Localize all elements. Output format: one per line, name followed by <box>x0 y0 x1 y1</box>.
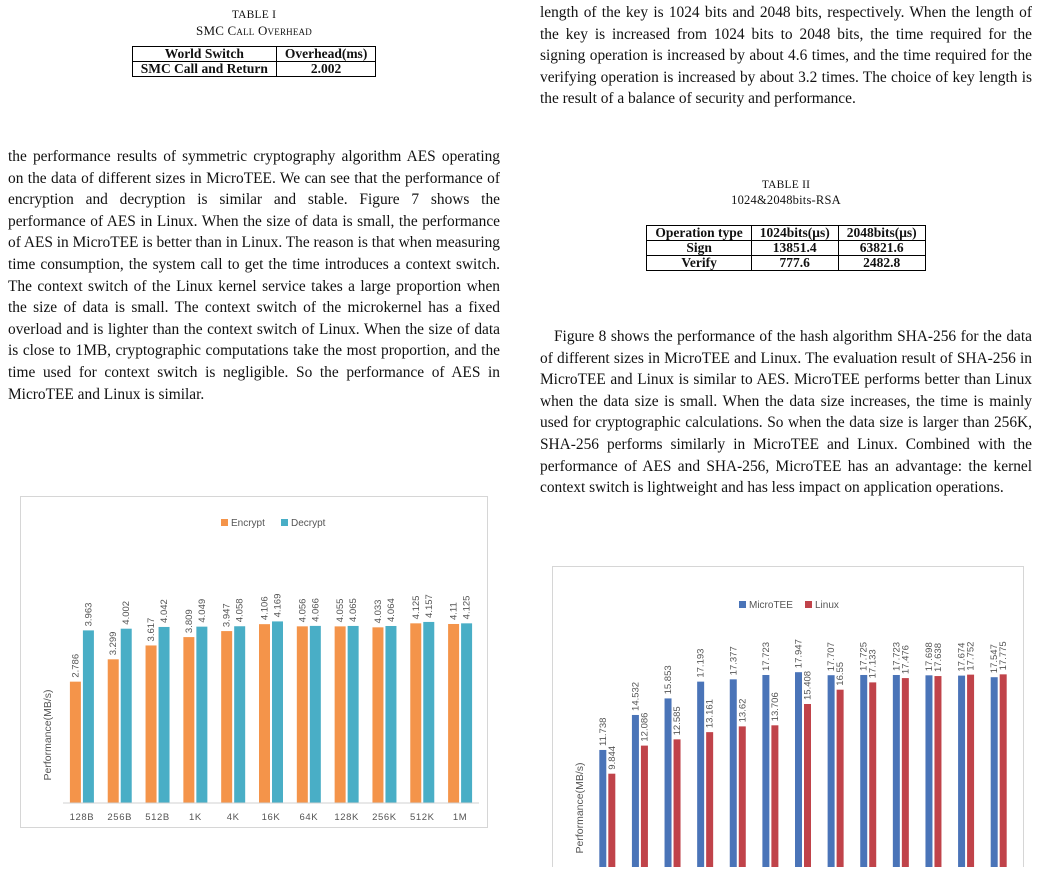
bar <box>183 637 194 803</box>
x-tick-label: 1M <box>452 812 468 823</box>
data-label: 17.752 <box>965 641 977 671</box>
data-label: 4.066 <box>310 598 322 622</box>
x-tick-label: 256B <box>107 812 133 823</box>
table2-label: TABLE II <box>761 179 811 191</box>
table2-cell: Verify <box>647 256 751 271</box>
table2-cell: 777.6 <box>751 256 838 271</box>
bar <box>221 631 232 803</box>
table2-cell: 2482.8 <box>838 256 925 271</box>
bar <box>804 704 811 867</box>
table1-block <box>8 8 500 77</box>
bar <box>1000 674 1007 867</box>
left-paragraph: the performance results of symmetric cryptography algorithm AES operating on the data of different sizes in MicroTEE. We can see that the performance of encryption and decryption is similar and stable. Figure 7 shows the performance of AES in Linux. When the size of data is small, the performance of AES in MicroTEE is better than in Linux. The reason is that when measuring time consumption, the system call to get the time introduces a context switch. The context switch of the Linux kernel service takes a large proportion when the size of data is small. The context switch of the microkernel has a fixed overload and is lighter than the context switch of Linux. When the size of data is close to 1MB, cryptographic computations take the most proportion, and the time used for context switch is negligible. So the performance of AES in MicroTEE and Linux is similar. <box>8 148 500 403</box>
bar <box>902 678 909 867</box>
aes-chart-svg <box>21 497 487 827</box>
bar <box>925 675 932 867</box>
table-row <box>647 256 925 271</box>
data-label: 4.033 <box>372 599 384 624</box>
bar <box>83 630 94 803</box>
data-label: 13.62 <box>737 698 749 723</box>
bar <box>599 750 606 867</box>
data-label: 17.947 <box>793 639 805 669</box>
data-label: 3.617 <box>146 617 158 642</box>
bar <box>310 626 321 803</box>
bar <box>739 726 746 867</box>
bar <box>934 676 941 867</box>
table1-title: SMC Call Overhead <box>196 23 312 38</box>
bar <box>893 675 900 867</box>
x-tick-label: 4K <box>226 812 240 823</box>
data-label: 4.125 <box>461 595 473 620</box>
x-tick-label: 16K <box>261 812 281 823</box>
x-tick-label: 256K <box>372 812 397 823</box>
bar <box>967 675 974 867</box>
data-label: 3.809 <box>183 609 195 634</box>
table1-cell: 2.002 <box>276 62 375 77</box>
bar <box>348 626 359 803</box>
bar <box>632 715 639 867</box>
data-label: 12.585 <box>672 706 684 736</box>
bar <box>860 675 867 867</box>
bar <box>196 627 207 803</box>
bar <box>259 624 270 803</box>
data-label: 17.725 <box>858 641 870 671</box>
bar <box>828 675 835 867</box>
legend-swatch <box>281 519 288 526</box>
data-label: 4.157 <box>423 594 435 618</box>
sha-chart-svg <box>553 567 1023 867</box>
data-label: 4.125 <box>410 595 422 620</box>
data-label: 16.55 <box>835 661 847 686</box>
table2-cell: Sign <box>647 241 751 256</box>
table-row <box>132 62 376 77</box>
x-tick-label: 1K <box>188 812 202 823</box>
bar <box>608 774 615 867</box>
data-label: 4.065 <box>348 598 360 622</box>
table2-block <box>540 178 1032 271</box>
bar <box>410 623 421 803</box>
bar <box>121 629 132 803</box>
data-label: 2.786 <box>70 653 82 678</box>
data-label: 17.638 <box>932 642 944 673</box>
bar <box>795 672 802 867</box>
table1-header: Overhead(ms) <box>276 47 375 62</box>
data-label: 17.377 <box>728 646 740 676</box>
table1-header: World Switch <box>132 47 276 62</box>
data-label: 4.106 <box>259 596 271 621</box>
legend-swatch <box>805 601 812 608</box>
sha-chart <box>552 566 1024 867</box>
table-row <box>647 241 925 256</box>
data-label: 4.169 <box>272 593 284 618</box>
data-label: 17.723 <box>891 641 903 671</box>
data-label: 4.055 <box>335 598 347 623</box>
bar <box>641 746 648 867</box>
bar <box>730 679 737 867</box>
data-label: 17.698 <box>923 642 935 672</box>
data-label: 4.049 <box>196 598 208 623</box>
data-label: 15.408 <box>802 670 814 700</box>
table2-cell: 63821.6 <box>838 241 925 256</box>
data-label: 17.707 <box>826 642 838 672</box>
data-label: 14.532 <box>630 681 642 711</box>
bar <box>234 626 245 803</box>
x-tick-label: 512B <box>145 812 170 823</box>
table2-title: 1024&2048bits-RSA <box>731 193 841 207</box>
data-label: 4.056 <box>297 598 309 623</box>
data-label: 4.042 <box>159 599 171 623</box>
bar <box>697 682 704 867</box>
table1-cell: SMC Call and Return <box>132 62 276 77</box>
bar <box>674 739 681 867</box>
table1 <box>132 46 377 77</box>
data-label: 3.947 <box>221 603 233 628</box>
bar <box>461 623 472 803</box>
bar <box>335 626 346 803</box>
bar <box>70 682 81 803</box>
legend-swatch <box>221 519 228 526</box>
x-tick-label: 128B <box>69 812 95 823</box>
table2-header: Operation type <box>647 226 751 241</box>
bar <box>771 725 778 867</box>
data-label: 4.11 <box>448 602 460 620</box>
bar <box>372 627 383 803</box>
table2-header: 1024bits(μs) <box>751 226 838 241</box>
bar <box>108 659 119 803</box>
table2-header: 2048bits(μs) <box>838 226 925 241</box>
bar <box>762 675 769 867</box>
data-label: 4.064 <box>385 598 397 622</box>
data-label: 4.002 <box>121 600 133 625</box>
data-label: 13.706 <box>769 692 781 722</box>
data-label: 15.853 <box>663 665 675 695</box>
y-axis-label: Performance(MB/s) <box>574 762 586 854</box>
right-paragraph-1: length of the key is 1024 bits and 2048 bits, respectively. When the length of the key is increased from 1024 bits to 2048 bits, the time required for the signing operation is increased by about 4.6 times, and the time required for the verifying operation is increased by about 3.2 times. The choice of key length is the result of a balance of security and performance. <box>540 4 1032 108</box>
data-label: 4.058 <box>234 598 246 623</box>
data-label: 3.963 <box>83 602 95 627</box>
data-label: 17.193 <box>695 648 707 678</box>
y-axis-label: Performance(MB/s) <box>42 689 54 781</box>
data-label: 17.674 <box>956 642 968 672</box>
bar <box>869 682 876 867</box>
legend-swatch <box>739 601 746 608</box>
bar <box>423 622 434 803</box>
bar <box>159 627 170 803</box>
legend-label: MicroTEE <box>749 600 793 611</box>
x-tick-label: 64K <box>299 812 319 823</box>
data-label: 17.547 <box>989 644 1001 674</box>
bar <box>448 624 459 803</box>
data-label: 3.299 <box>108 631 120 656</box>
bar <box>958 676 965 867</box>
bar <box>706 732 713 867</box>
data-label: 17.775 <box>998 641 1010 671</box>
table2-cell: 13851.4 <box>751 241 838 256</box>
data-label: 9.844 <box>606 745 618 770</box>
bar <box>272 621 283 803</box>
bar <box>991 677 998 867</box>
data-label: 17.723 <box>760 641 772 671</box>
legend-label: Encrypt <box>231 518 265 529</box>
data-label: 13.161 <box>704 699 716 729</box>
bar <box>385 626 396 803</box>
x-tick-label: 512K <box>409 812 435 823</box>
table1-label: TABLE I <box>231 9 277 21</box>
legend-label: Linux <box>815 600 839 611</box>
data-label: 11.738 <box>597 717 609 746</box>
data-label: 17.133 <box>867 649 879 679</box>
data-label: 12.086 <box>639 712 651 742</box>
aes-chart <box>20 496 488 828</box>
bar <box>146 645 157 803</box>
x-tick-label: 128K <box>334 812 359 823</box>
bar <box>297 626 308 803</box>
legend-label: Decrypt <box>291 518 326 529</box>
bar <box>665 698 672 867</box>
bar <box>837 690 844 867</box>
table2 <box>646 225 925 271</box>
data-label: 17.476 <box>900 645 912 675</box>
right-paragraph-2: Figure 8 shows the performance of the hash algorithm SHA-256 for the data of different sizes in MicroTEE and Linux. The evaluation result of SHA-256 in MicroTEE and Linux is similar to AES. MicroTEE performs better than Linux when the data size is small. When the data size increases, the time is mainly used for cryptographic calculations. So when the data size is larger than 256K, SHA-256 performs similarly in MicroTEE and Linux. Combined with the performance of AES and SHA-256, MicroTEE has an advantage: the kernel context switch is lightweight and has less impact on application operations. <box>540 328 1032 497</box>
